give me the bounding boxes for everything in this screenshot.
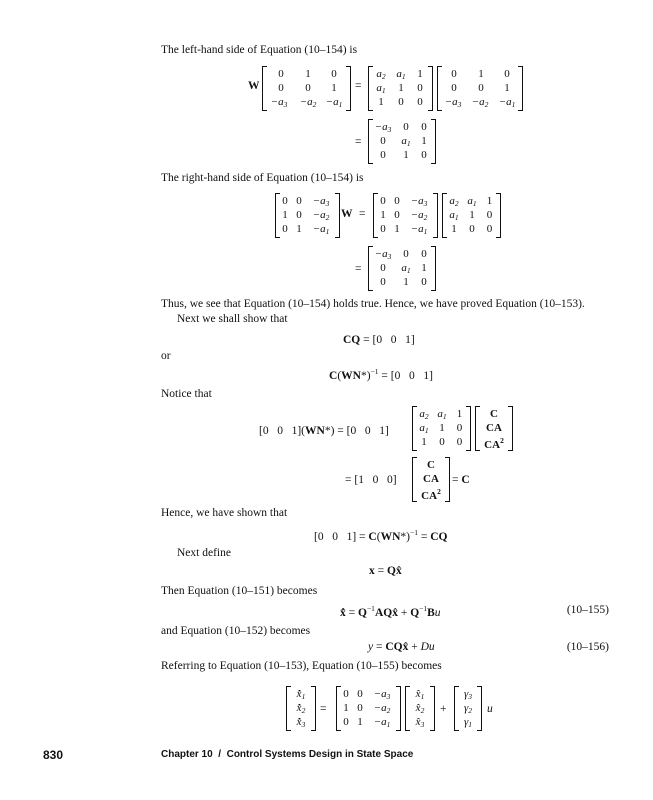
paragraph-lhs: The left-hand side of Equation (10–154) is: [161, 44, 358, 56]
matrix-companion-right: 0 1 0 0 0 1 $-a_3$ $-a_2$ $-a_1$: [437, 66, 523, 111]
symbol-u: u: [487, 703, 493, 715]
chapter-label: Chapter 10: [161, 749, 213, 760]
symbol-W: W: [248, 80, 260, 92]
matrix-companion-T-3: 0 0 $-a_3$ 1 0 $-a_2$ 0 1 $-a_1$: [336, 686, 401, 731]
paragraph-rhs: The right-hand side of Equation (10–154) is: [161, 172, 364, 184]
equals-sign: =: [355, 80, 362, 92]
matrix-result-lhs: $-a_3$ 0 0 0 $a_1$ 1 0 1 0: [368, 119, 436, 164]
equals-sign: =: [355, 263, 362, 275]
equation-notice-rhs: = [1 0 0]: [345, 474, 397, 486]
paragraph-next: Next we shall show that: [177, 313, 288, 325]
equals-sign: =: [320, 703, 327, 715]
running-footer: [161, 749, 413, 760]
paragraph-notice: Notice that: [161, 388, 212, 400]
matrix-C-CA-CA2: C CA $CA^2$: [475, 406, 513, 451]
word-or: or: [161, 350, 171, 362]
vector-gamma: $\gamma_3$ $\gamma_2$ $\gamma_1$: [454, 686, 482, 731]
equation-x-Qxhat: x = Qx̂: [369, 565, 402, 577]
matrix-companion: 0 1 0 0 0 1 $-a_3$ $-a_2$ $-a_1$: [262, 66, 351, 111]
matrix-companion-T-2: 0 0 $-a_3$ 1 0 $-a_2$ 0 1 $-a_1$: [373, 193, 438, 238]
matrix-W-2: $a_2$ $a_1$ 1 $a_1$ 1 0 1 0 0: [442, 193, 501, 238]
equation-cwn: $C(WN*)^{-1} = [0$ 0 1]: [329, 367, 433, 382]
chapter-title: Control Systems Design in State Space: [226, 749, 414, 760]
paragraph-next-define: Next define: [177, 547, 231, 559]
vector-xhat: $x̂_1$ $x̂_2$ $x̂_3$: [405, 686, 435, 731]
equation-number-156: (10–156): [566, 641, 609, 653]
equation-number-155: (10–155): [566, 604, 609, 616]
vector-xhat-dot: $x̂̇_1$ $x̂̇_2$ $x̂̇_3$: [286, 686, 316, 731]
paragraph-thus: Thus, we see that Equation (10–154) holds true. Hence, we have proved Equation (10–153).: [161, 298, 585, 310]
equation-cq: CQ = [0 0 1]: [343, 334, 415, 346]
matrix-C-CA-CA2-2: C CA $CA^2$: [412, 457, 450, 502]
matrix-companion-T: 0 0 $-a_3$ 1 0 $-a_2$ 0 1 $-a_1$: [275, 193, 340, 238]
paragraph-and: and Equation (10–152) becomes: [161, 625, 311, 637]
equation-10-156: y = CQx̂ + Du: [368, 641, 435, 653]
paragraph-referring: Referring to Equation (10–153), Equation (10–155) becomes: [161, 660, 442, 672]
equation-10-155: x̂̇ = $Q^{-1}AQx̂ + Q^{-1}Bu$: [340, 604, 441, 619]
equation-shown: [0 0 $1] = C(WN*)^{-1}$ = CQ: [314, 528, 448, 543]
paragraph-hence: Hence, we have shown that: [161, 507, 288, 519]
equation-equals-C: = C: [452, 474, 470, 486]
matrix-W: $a_2$ $a_1$ 1 $a_1$ 1 0 1 0 0: [368, 66, 433, 111]
symbol-W: W: [341, 208, 353, 220]
matrix-W-3: $a_2$ $a_1$ 1 $a_1$ 1 0 1 0 0: [412, 406, 471, 451]
equals-sign: =: [359, 208, 366, 220]
plus-sign: +: [440, 703, 447, 715]
page-number: 830: [43, 748, 64, 762]
equation-notice-lhs: [0 0 1](WN*) = [0 0 1]: [259, 425, 389, 437]
footer-separator: /: [218, 749, 222, 760]
paragraph-then: Then Equation (10–151) becomes: [161, 585, 318, 597]
matrix-result-rhs: $-a_3$ 0 0 0 $a_1$ 1 0 1 0: [368, 246, 436, 291]
equals-sign: =: [355, 136, 362, 148]
